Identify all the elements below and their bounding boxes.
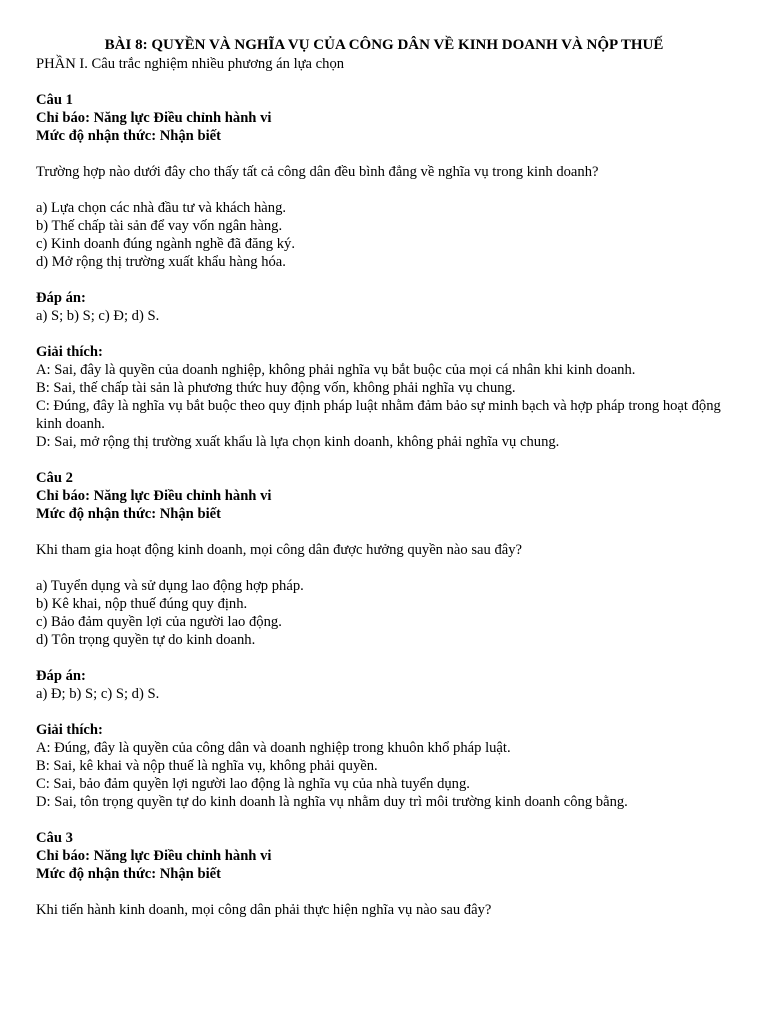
question-prompt: Khi tiến hành kinh doanh, mọi công dân phải thực hiện nghĩa vụ nào sau đây? [36,902,492,918]
document-page [36,36,732,919]
question-level: Mức độ nhận thức: Nhận biết [36,866,221,882]
spacer [36,559,732,577]
question-heading: Câu 1 [36,92,73,108]
option-d: d) Tôn trọng quyền tự do kinh doanh. [36,632,256,648]
spacer [36,649,732,667]
document-title: BÀI 8: QUYỀN VÀ NGHĨA VỤ CỦA CÔNG DÂN VỀ KINH DOANH VÀ NỘP THUẾ [104,37,664,53]
explanation-label: Giải thích: [36,722,103,738]
question-indicator: Chỉ báo: Năng lực Điều chỉnh hành vi [36,848,272,864]
option-c: c) Kinh doanh đúng ngành nghề đã đăng ký. [36,236,295,252]
option-c: c) Bảo đảm quyền lợi của người lao động. [36,614,282,630]
spacer [36,811,732,829]
question-2 [36,469,732,811]
answer-label: Đáp án: [36,290,86,306]
explanation-label: Giải thích: [36,344,103,360]
spacer [36,451,732,469]
question-level: Mức độ nhận thức: Nhận biết [36,128,221,144]
question-indicator: Chỉ báo: Năng lực Điều chỉnh hành vi [36,110,272,126]
spacer [36,73,732,91]
explanation-c: C: Đúng, đây là nghĩa vụ bắt buộc theo quy định pháp luật nhằm đảm bảo sự minh bạch và hợp pháp trong hoạt động kinh doanh. [36,398,721,432]
section-heading: PHẦN I. Câu trắc nghiệm nhiều phương án lựa chọn [36,56,345,72]
spacer [36,883,732,901]
explanation-b: B: Sai, thế chấp tài sản là phương thức huy động vốn, không phải nghĩa vụ chung. [36,380,516,396]
question-heading: Câu 2 [36,470,73,486]
explanation-d: D: Sai, mở rộng thị trường xuất khẩu là lựa chọn kinh doanh, không phải nghĩa vụ chung. [36,434,560,450]
spacer [36,325,732,343]
option-d: d) Mở rộng thị trường xuất khẩu hàng hóa. [36,254,286,270]
option-b: b) Thế chấp tài sản để vay vốn ngân hàng. [36,218,283,234]
question-level: Mức độ nhận thức: Nhận biết [36,506,221,522]
option-b: b) Kê khai, nộp thuế đúng quy định. [36,596,248,612]
spacer [36,181,732,199]
question-3 [36,829,732,919]
answer-text: a) S; b) S; c) Đ; d) S. [36,308,160,324]
option-a: a) Lựa chọn các nhà đầu tư và khách hàng. [36,200,287,216]
spacer [36,523,732,541]
explanation-b: B: Sai, kê khai và nộp thuế là nghĩa vụ, không phải quyền. [36,758,378,774]
explanation-d: D: Sai, tôn trọng quyền tự do kinh doanh là nghĩa vụ nhằm duy trì môi trường kinh doanh công bằng. [36,794,628,810]
option-a: a) Tuyển dụng và sử dụng lao động hợp pháp. [36,578,304,594]
spacer [36,703,732,721]
question-prompt: Khi tham gia hoạt động kinh doanh, mọi công dân được hưởng quyền nào sau đây? [36,542,522,558]
question-indicator: Chỉ báo: Năng lực Điều chỉnh hành vi [36,488,272,504]
explanation-a: A: Sai, đây là quyền của doanh nghiệp, không phải nghĩa vụ bắt buộc của mọi cá nhân khi kinh doanh. [36,362,636,378]
question-heading: Câu 3 [36,830,73,846]
explanation-a: A: Đúng, đây là quyền của công dân và doanh nghiệp trong khuôn khổ pháp luật. [36,740,511,756]
question-1 [36,91,732,451]
answer-text: a) Đ; b) S; c) S; d) S. [36,686,160,702]
question-prompt: Trường hợp nào dưới đây cho thấy tất cả công dân đều bình đẳng về nghĩa vụ trong kinh doanh? [36,164,599,180]
answer-label: Đáp án: [36,668,86,684]
spacer [36,145,732,163]
spacer [36,271,732,289]
explanation-c: C: Sai, bảo đảm quyền lợi người lao động là nghĩa vụ của nhà tuyển dụng. [36,776,470,792]
